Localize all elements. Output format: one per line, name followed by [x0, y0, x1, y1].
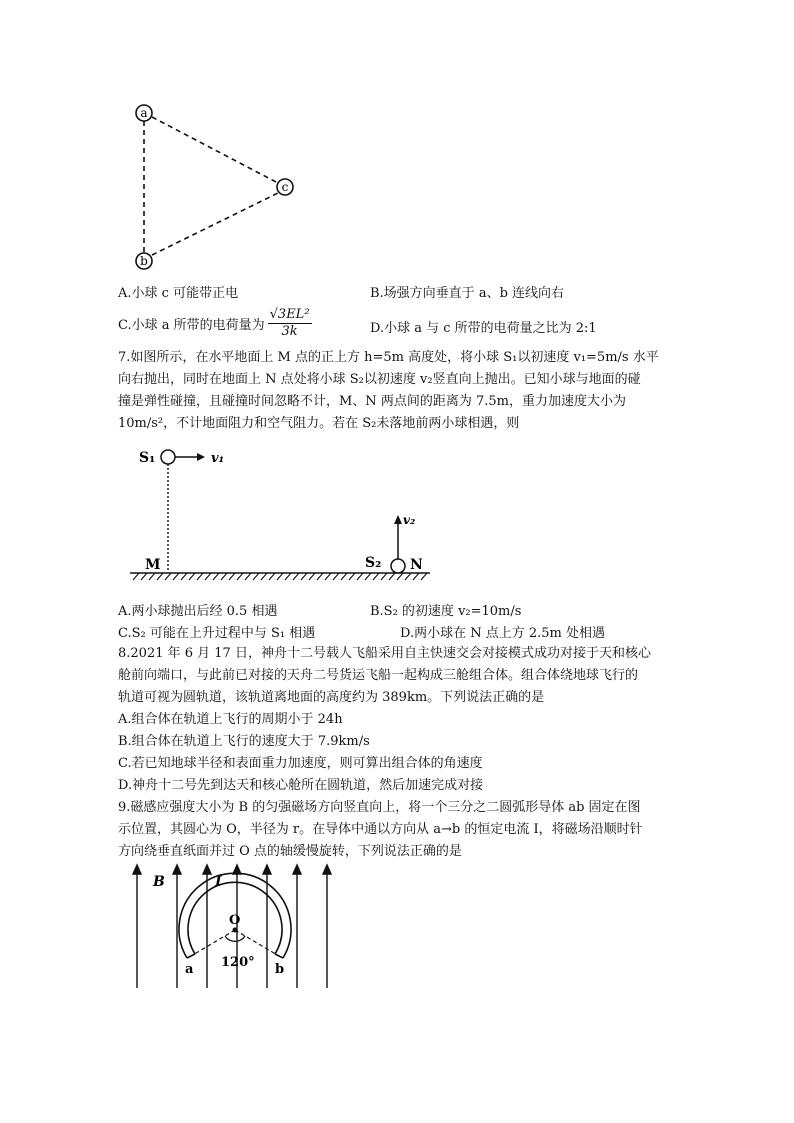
q7-stem [118, 347, 678, 435]
q9-stem-line: 9.磁感应强度大小为 B 的匀强磁场方向竖直向上，将一个三分之二圆弧形导体 ab 固定在图 [118, 800, 641, 815]
ground-hatching [133, 573, 427, 580]
q6-option-b: B.场强方向垂直于 a、b 连线向右 [370, 286, 565, 301]
v2-arrowhead [394, 515, 402, 524]
fraction-numerator: √3EL² [269, 306, 310, 322]
q8-stem-line: 舱前向端口，与此前已对接的天舟二号货运飞船一起构成三舱组合体。组合体绕地球飞行的 [118, 668, 639, 683]
charge-b-label: b [140, 254, 148, 268]
edge-ac [152, 117, 278, 183]
q6-triangle-figure [120, 95, 310, 275]
b-label: b [275, 962, 285, 977]
edge-bc [152, 193, 278, 255]
ball-s2 [391, 559, 405, 573]
q7-stem-line: 撞是弹性碰撞，且碰撞时间忽略不计，M、N 两点间的距离为 7.5m，重力加速度大小为 [118, 394, 626, 409]
q6-option-c-fraction [268, 307, 312, 340]
q9-stem [118, 797, 678, 863]
s1-label: S₁ [139, 450, 156, 466]
q7-stem-line: 10m/s²，不计地面阻力和空气阻力。若在 S₂未落地前两小球相遇，则 [118, 416, 520, 431]
q8-stem-line: 轨道可视为圆轨道，该轨道离地面的高度约为 389km。下列说法正确的是 [118, 690, 545, 705]
q7-stem-line: 向右抛出，同时在地面上 N 点处将小球 S₂以初速度 v₂竖直向上抛出。已知小球与地面的碰 [118, 372, 641, 387]
fraction-denominator: 3k [281, 323, 298, 339]
center-o [233, 928, 238, 933]
m-label: M [145, 557, 161, 573]
q8-stem [118, 643, 678, 797]
q7-projectile-figure [125, 440, 445, 590]
q8-option-c: C.若已知地球半径和表面重力加速度，则可算出组合体的角速度 [118, 756, 483, 771]
q9-stem-line: 方向绕垂直纸面并过 O 点的轴缓慢旋转，下列说法正确的是 [118, 844, 462, 859]
q7-option-d: D.两小球在 N 点上方 2.5m 处相遇 [400, 626, 605, 641]
q7-option-a: A.两小球抛出后经 0.5 相遇 [118, 604, 278, 619]
q8-option-d: D.神舟十二号先到达天和核心舱所在圆轨道，然后加速完成对接 [118, 778, 484, 793]
charge-a-label: a [140, 106, 148, 120]
q7-option-c: C.S₂ 可能在上升过程中与 S₁ 相遇 [118, 626, 316, 641]
charge-c-label: c [281, 180, 289, 194]
q6-option-a: A.小球 c 可能带正电 [118, 286, 239, 301]
o-label: O [229, 913, 241, 928]
angle-label: 120° [221, 955, 255, 970]
radius-ob [235, 930, 279, 956]
current-label: I [215, 874, 222, 890]
a-label: a [185, 962, 194, 977]
angle-arc [225, 936, 245, 941]
q6-option-c [118, 303, 315, 343]
q9-stem-line: 示位置，其圆心为 O，半径为 r。在导体中通以方向从 a→b 的恒定电流 I，将磁场沿顺时针 [118, 822, 643, 837]
v1-label: v₁ [211, 451, 225, 466]
n-label: N [410, 557, 423, 573]
q6-option-c-text: C.小球 a 所带的电荷量为 [118, 317, 265, 333]
q8-option-a: A.组合体在轨道上飞行的周期小于 24h [118, 712, 343, 727]
q7-stem-line: 7.如图所示，在水平地面上 M 点的正上方 h=5m 高度处，将小球 S₁以初速度 v₁=5m/s 水平 [118, 350, 659, 365]
v1-arrowhead [197, 453, 205, 461]
q7-option-b: B.S₂ 的初速度 v₂=10m/s [370, 604, 522, 619]
q8-stem-line: 8.2021 年 6 月 17 日，神舟十二号载人飞船采用自主快速交会对接模式成功对接于天和核心 [118, 646, 651, 661]
ball-s1 [161, 450, 175, 464]
s2-label: S₂ [365, 555, 382, 571]
b-field-label: B [153, 874, 165, 890]
q6-option-d: D.小球 a 与 c 所带的电荷量之比为 2:1 [370, 321, 597, 336]
q9-field-figure [125, 862, 345, 992]
radius-oa [191, 930, 235, 956]
v2-label: v₂ [403, 513, 416, 527]
q8-option-b: B.组合体在轨道上飞行的速度大于 7.9km/s [118, 734, 370, 749]
